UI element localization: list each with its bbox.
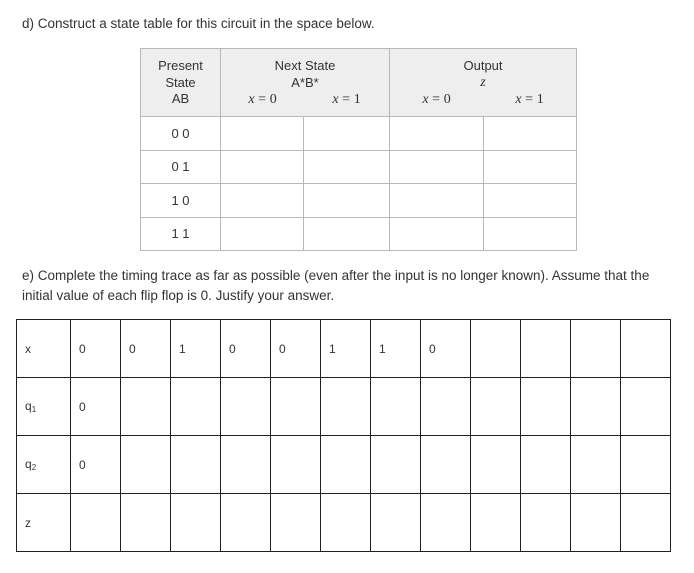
timing-cell[interactable]	[471, 320, 521, 378]
timing-cell[interactable]	[421, 378, 471, 436]
timing-cell[interactable]	[271, 494, 321, 552]
timing-row	[17, 320, 671, 378]
timing-cell[interactable]	[621, 494, 671, 552]
timing-row	[17, 436, 671, 494]
timing-cell[interactable]	[621, 436, 671, 494]
timing-cell[interactable]	[521, 436, 571, 494]
timing-cell[interactable]	[71, 494, 121, 552]
timing-cell[interactable]	[321, 494, 371, 552]
timing-trace-table	[16, 319, 671, 552]
present-state-cell: 0 1	[141, 150, 221, 184]
timing-cell[interactable]	[521, 320, 571, 378]
answer-cell[interactable]	[390, 117, 484, 151]
timing-cell[interactable]	[571, 320, 621, 378]
timing-cell[interactable]: 0	[71, 378, 121, 436]
present-state-cell: 1 1	[141, 217, 221, 251]
timing-cell[interactable]	[121, 378, 171, 436]
timing-cell[interactable]	[171, 436, 221, 494]
timing-cell[interactable]	[371, 436, 421, 494]
timing-cell[interactable]	[471, 494, 521, 552]
timing-cell[interactable]	[621, 378, 671, 436]
timing-cell[interactable]	[221, 494, 271, 552]
timing-cell[interactable]	[571, 436, 621, 494]
timing-cell[interactable]: 0	[121, 320, 171, 378]
timing-cell[interactable]: 1	[371, 320, 421, 378]
timing-cell[interactable]: 0	[71, 320, 121, 378]
timing-cell[interactable]	[121, 494, 171, 552]
answer-cell[interactable]	[483, 217, 577, 251]
present-state-cell: 0 0	[141, 117, 221, 151]
timing-cell[interactable]	[171, 378, 221, 436]
answer-cell[interactable]	[304, 117, 390, 151]
timing-cell[interactable]	[271, 436, 321, 494]
next-x0-header: x = 0	[248, 92, 277, 107]
timing-cell[interactable]	[371, 494, 421, 552]
timing-cell[interactable]	[471, 378, 521, 436]
timing-cell[interactable]: 1	[171, 320, 221, 378]
timing-cell[interactable]: 1	[321, 320, 371, 378]
timing-cell[interactable]	[221, 436, 271, 494]
answer-cell[interactable]	[221, 184, 304, 218]
timing-cell[interactable]	[271, 378, 321, 436]
answer-cell[interactable]	[304, 184, 390, 218]
timing-row	[17, 378, 671, 436]
timing-cell[interactable]	[221, 378, 271, 436]
timing-cell[interactable]: 0	[221, 320, 271, 378]
answer-cell[interactable]	[221, 150, 304, 184]
output-x1-header: x = 1	[515, 92, 544, 107]
signal-label: $q_1$	[17, 378, 71, 436]
state-table	[140, 48, 577, 251]
question-d-prompt: d) Construct a state table for this circuit in the space below.	[22, 16, 375, 31]
timing-cell[interactable]	[371, 378, 421, 436]
signal-label: z	[17, 494, 71, 552]
present-state-cell: 1 0	[141, 184, 221, 218]
timing-row	[17, 494, 671, 552]
next-x1-header: x = 1	[332, 92, 361, 107]
signal-label: $q_2$	[17, 436, 71, 494]
answer-cell[interactable]	[221, 117, 304, 151]
timing-cell[interactable]	[421, 436, 471, 494]
timing-cell[interactable]: 0	[271, 320, 321, 378]
present-state-header: Present State AB	[141, 49, 221, 117]
answer-cell[interactable]	[390, 217, 484, 251]
answer-cell[interactable]	[483, 184, 577, 218]
timing-cell[interactable]	[471, 436, 521, 494]
answer-cell[interactable]	[483, 117, 577, 151]
answer-cell[interactable]	[221, 217, 304, 251]
timing-cell[interactable]: 0	[71, 436, 121, 494]
question-e-prompt: e) Complete the timing trace as far as possible (even after the input is no longer known). Assume that the initial value of each flip flop is 0. Justify your answer.	[22, 268, 650, 303]
output-header: Output z x = 0 x = 1	[390, 49, 577, 117]
timing-cell[interactable]	[321, 436, 371, 494]
timing-cell[interactable]	[121, 436, 171, 494]
answer-cell[interactable]	[304, 217, 390, 251]
timing-cell[interactable]: 0	[421, 320, 471, 378]
timing-cell[interactable]	[621, 320, 671, 378]
timing-cell[interactable]	[171, 494, 221, 552]
timing-cell[interactable]	[521, 378, 571, 436]
answer-cell[interactable]	[390, 184, 484, 218]
timing-cell[interactable]	[321, 378, 371, 436]
answer-cell[interactable]	[483, 150, 577, 184]
answer-cell[interactable]	[304, 150, 390, 184]
timing-cell[interactable]	[571, 378, 621, 436]
timing-cell[interactable]	[571, 494, 621, 552]
next-state-header: Next State A*B* x = 0 x = 1	[221, 49, 390, 117]
output-x0-header: x = 0	[422, 92, 451, 107]
timing-cell[interactable]	[521, 494, 571, 552]
answer-cell[interactable]	[390, 150, 484, 184]
timing-cell[interactable]	[421, 494, 471, 552]
signal-label: x	[17, 320, 71, 378]
